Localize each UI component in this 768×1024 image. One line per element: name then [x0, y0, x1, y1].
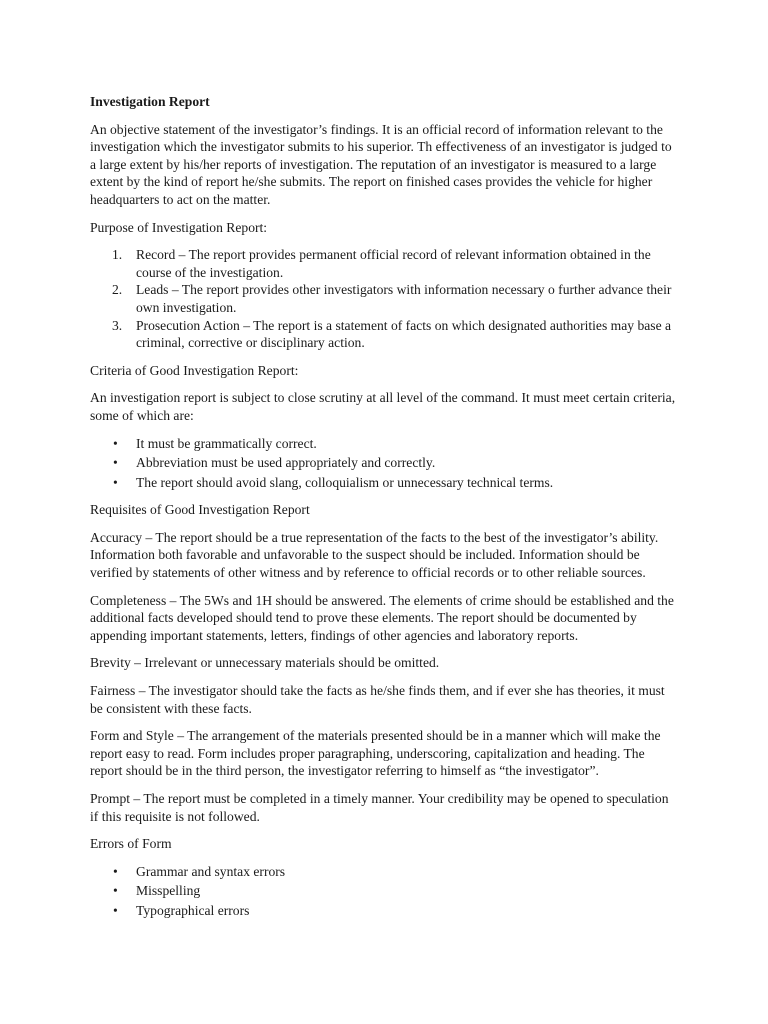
bullet-icon: •: [113, 902, 118, 918]
bullet-icon: •: [113, 863, 118, 879]
fairness-paragraph: Fairness – The investigator should take the facts as he/she finds them, and if ever she has theories, it must be consistent with these facts.: [90, 683, 665, 716]
list-number: 2.: [112, 282, 123, 298]
errors-heading: Errors of Form: [90, 836, 172, 852]
prompt-paragraph: Prompt – The report must be completed in a timely manner. Your credibility may be opened to speculation if this requisite is not followed.: [90, 791, 669, 824]
list-item-text: Grammar and syntax errors: [136, 863, 286, 879]
list-number: 3.: [112, 317, 123, 333]
list-item: [90, 435, 680, 453]
bullet-icon: •: [113, 883, 118, 899]
completeness-paragraph: Completeness – The 5Ws and 1H should be answered. The elements of crime should be established and the additional facts developed should tend to prove these elements. The report should be documented by appending important statements, letters, findings of other agencies and laboratory reports.: [90, 592, 674, 643]
purpose-heading: Purpose of Investigation Report:: [90, 219, 268, 235]
list-item: [90, 281, 680, 316]
intro-paragraph: An objective statement of the investigator’s findings. It is an official record of information relevant to the investigation which the investigator submits to his superior. Th effectiveness of an investigator is judged to a large extent by his/her reports of investigation. The reputation of an investigator is measured to a large extent by the kind of report he/she submits. The report on finished cases provides the vehicle for higher headquarters to act on the matter.: [90, 121, 672, 207]
list-number: 1.: [112, 247, 123, 263]
list-item: [90, 454, 680, 472]
list-item: [90, 882, 680, 900]
list-item-text: Typographical errors: [136, 902, 250, 918]
list-item: [90, 246, 680, 281]
document-page: [90, 93, 680, 930]
list-item: [90, 474, 680, 492]
list-item-text: Record – The report provides permanent official record of relevant information obtained in the course of the investigation.: [136, 247, 651, 280]
form-style-paragraph: Form and Style – The arrangement of the materials presented should be in a manner which will make the report easy to read. Form includes proper paragraphing, underscoring, capitalization and heading. The report should be in the third person, the investigator referring to himself as “the investigator”.: [90, 728, 661, 779]
document-title: Investigation Report: [90, 94, 210, 109]
criteria-list: [90, 435, 680, 492]
list-item-text: Misspelling: [136, 883, 201, 899]
purpose-list: [90, 246, 680, 352]
bullet-icon: •: [113, 474, 118, 490]
list-item: [90, 902, 680, 920]
list-item-text: Abbreviation must be used appropriately and correctly.: [136, 455, 436, 471]
list-item: [90, 317, 680, 352]
list-item: [90, 863, 680, 881]
list-item-text: Leads – The report provides other investigators with information necessary o further advance their own investigation.: [136, 282, 672, 315]
list-item-text: Prosecution Action – The report is a statement of facts on which designated authorities may base a criminal, corrective or disciplinary action.: [136, 317, 672, 351]
list-item-text: It must be grammatically correct.: [136, 435, 317, 451]
accuracy-paragraph: Accuracy – The report should be a true representation of the facts to the best of the investigator’s ability. Information both favorable and unfavorable to the suspect should be included. Information should be verified by statements of other witness and by reference to official records or to other reliable sources.: [90, 529, 659, 581]
list-item-text: The report should avoid slang, colloquialism or unnecessary technical terms.: [136, 474, 554, 490]
bullet-icon: •: [113, 455, 118, 471]
requisites-heading: Requisites of Good Investigation Report: [90, 502, 310, 518]
bullet-icon: •: [113, 435, 118, 451]
criteria-heading: Criteria of Good Investigation Report:: [90, 362, 299, 378]
brevity-paragraph: Brevity – Irrelevant or unnecessary materials should be omitted.: [90, 655, 440, 671]
errors-list: [90, 863, 680, 920]
criteria-intro-paragraph: An investigation report is subject to close scrutiny at all level of the command. It must meet certain criteria, some of which are:: [90, 390, 676, 423]
